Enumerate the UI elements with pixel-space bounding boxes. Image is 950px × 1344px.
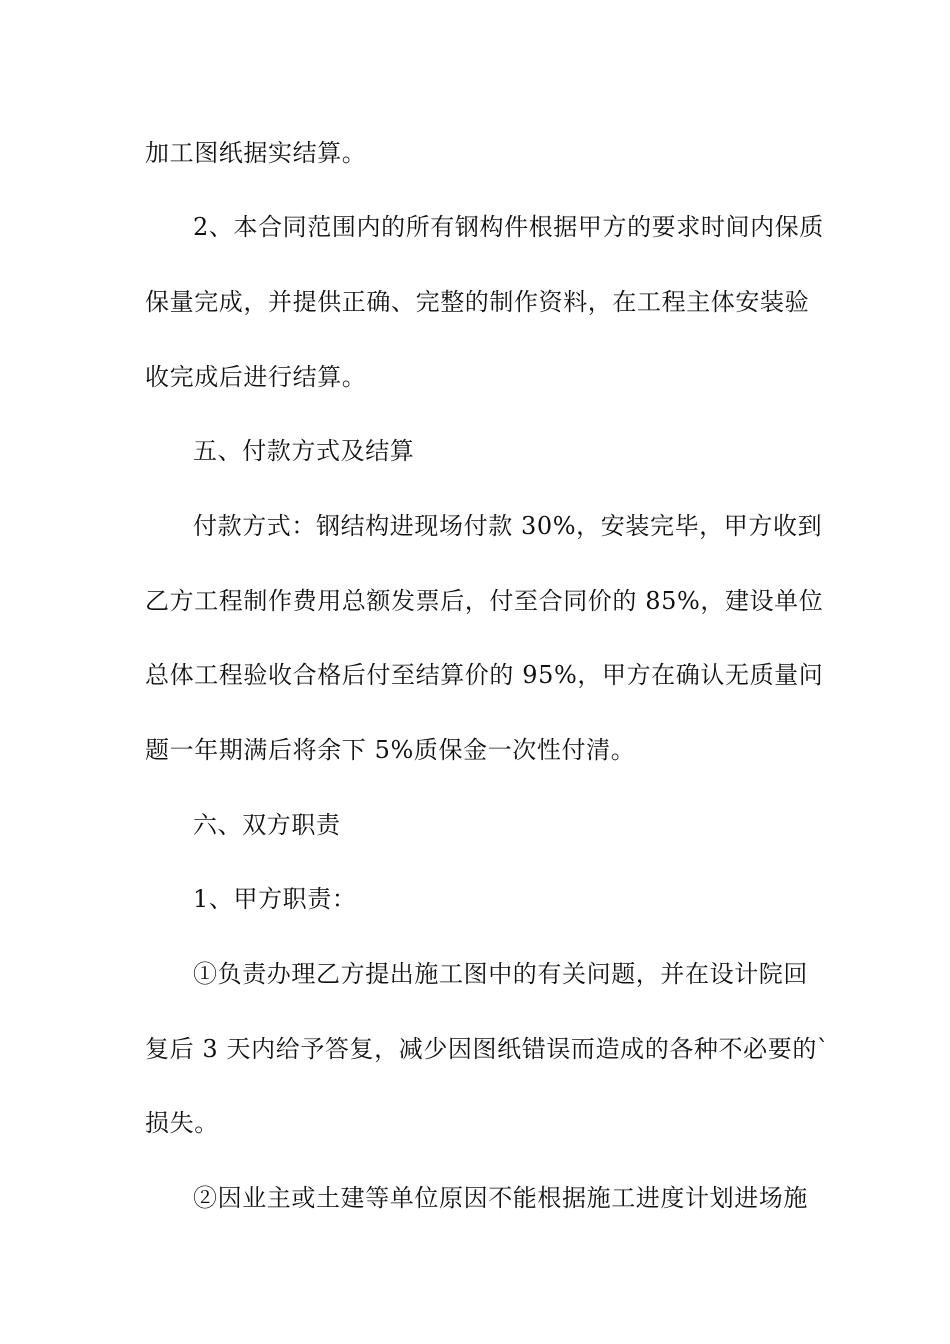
section-heading: 五、付款方式及结算 <box>193 437 415 465</box>
paragraph-line: 总体工程验收合格后付至结算价的 95%，甲方在确认无质量问 <box>145 661 824 689</box>
section-heading: 六、双方职责 <box>193 811 341 839</box>
paragraph-line: 乙方工程制作费用总额发票后，付至合同价的 85%，建设单位 <box>145 587 824 615</box>
paragraph-line: ②因业主或土建等单位原因不能根据施工进度计划进场施 <box>193 1184 808 1212</box>
paragraph-line: 付款方式：钢结构进现场付款 30%，安装完毕，甲方收到 <box>193 512 823 540</box>
subsection-heading: 1、甲方职责： <box>193 885 357 913</box>
paragraph-line: 复后 3 天内给予答复，减少因图纸错误而造成的各种不必要的` <box>145 1035 830 1063</box>
paragraph-line: 2、本合同范围内的所有钢构件根据甲方的要求时间内保质 <box>193 213 824 241</box>
paragraph-line: 收完成后进行结算。 <box>145 363 367 391</box>
paragraph-line: ①负责办理乙方提出施工图中的有关问题，并在设计院回 <box>193 960 808 988</box>
paragraph-line: 加工图纸据实结算。 <box>145 139 367 167</box>
paragraph-line: 损失。 <box>145 1109 219 1137</box>
paragraph-line: 保量完成，并提供正确、完整的制作资料，在工程主体安装验 <box>145 288 810 316</box>
paragraph-line: 题一年期满后将余下 5%质保金一次性付清。 <box>145 736 636 764</box>
